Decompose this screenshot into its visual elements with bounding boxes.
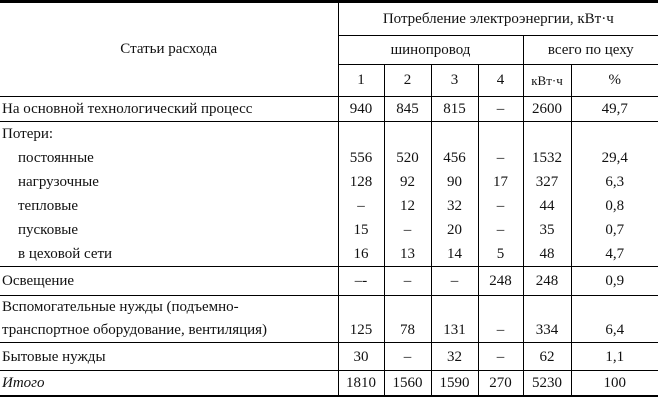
cell: 13 — [384, 242, 431, 267]
header-busbar-3: 3 — [431, 65, 478, 97]
cell: –- — [338, 267, 384, 296]
cell: 35 — [523, 218, 571, 242]
cell: 1532 — [523, 146, 571, 170]
cell: – — [338, 194, 384, 218]
cell — [523, 122, 571, 147]
header-percent: % — [571, 65, 658, 97]
cell: 1,1 — [571, 343, 658, 371]
cell — [338, 122, 384, 147]
cell — [478, 122, 523, 147]
cell: – — [478, 319, 523, 343]
cell: 2600 — [523, 97, 571, 122]
cell: 29,4 — [571, 146, 658, 170]
row-label: нагрузочные — [18, 174, 99, 190]
row-label-cont: транспортное оборудование, вентиляция) — [2, 322, 268, 338]
cell: 20 — [431, 218, 478, 242]
cell: 17 — [478, 170, 523, 194]
table-row — [0, 146, 658, 170]
row-label: в цеховой сети — [18, 246, 113, 262]
cell: 940 — [338, 97, 384, 122]
cell: 1810 — [338, 371, 384, 397]
row-label: На основной технологический процесс — [0, 97, 338, 122]
header-consumption: Потребление электроэнергии, кВт·ч — [338, 3, 658, 36]
cell: – — [478, 218, 523, 242]
row-label: Потери: — [0, 122, 338, 147]
cell: 4,7 — [571, 242, 658, 267]
header-busbar-1: 1 — [338, 65, 384, 97]
table-row — [0, 194, 658, 218]
cell: 100 — [571, 371, 658, 397]
table-row — [0, 218, 658, 242]
cell: 44 — [523, 194, 571, 218]
cell: – — [478, 146, 523, 170]
cell: 327 — [523, 170, 571, 194]
row-label: Освещение — [0, 267, 338, 296]
cell: 0,8 — [571, 194, 658, 218]
row-label: Вспомогательные нужды (подъемно- — [0, 296, 338, 320]
header-busbar: шинопровод — [338, 36, 523, 65]
cell: 16 — [338, 242, 384, 267]
cell: 49,7 — [571, 97, 658, 122]
header-busbar-2: 2 — [384, 65, 431, 97]
cell: 456 — [431, 146, 478, 170]
cell: 5230 — [523, 371, 571, 397]
cell: 32 — [431, 194, 478, 218]
row-label: пусковые — [18, 222, 79, 238]
header-total-shop: всего по цеху — [523, 36, 658, 65]
cell: 14 — [431, 242, 478, 267]
row-label: Бытовые нужды — [0, 343, 338, 371]
cell: 131 — [431, 319, 478, 343]
cell: 30 — [338, 343, 384, 371]
cell: 6,3 — [571, 170, 658, 194]
cell: 248 — [523, 267, 571, 296]
cell: 556 — [338, 146, 384, 170]
cell: 248 — [478, 267, 523, 296]
header-kwh: кВт·ч — [523, 65, 571, 97]
cell: 78 — [384, 319, 431, 343]
cell: 12 — [384, 194, 431, 218]
cell: – — [384, 343, 431, 371]
table-row — [0, 319, 658, 343]
cell: 1560 — [384, 371, 431, 397]
row-label: постоянные — [18, 150, 94, 166]
cell — [431, 296, 478, 320]
table-body — [0, 97, 658, 397]
cell: 5 — [478, 242, 523, 267]
cell: 815 — [431, 97, 478, 122]
cell — [478, 296, 523, 320]
energy-consumption-table — [0, 2, 658, 397]
cell: – — [384, 218, 431, 242]
cell: – — [384, 267, 431, 296]
cell: 0,9 — [571, 267, 658, 296]
cell: 520 — [384, 146, 431, 170]
table-row — [0, 97, 658, 122]
cell: 90 — [431, 170, 478, 194]
cell — [384, 296, 431, 320]
table-row — [0, 296, 658, 320]
cell: – — [478, 97, 523, 122]
cell: 0,7 — [571, 218, 658, 242]
table-row — [0, 122, 658, 147]
row-label-total: Итого — [0, 371, 338, 397]
cell: 270 — [478, 371, 523, 397]
cell: – — [478, 194, 523, 218]
cell: 1590 — [431, 371, 478, 397]
table-row — [0, 242, 658, 267]
cell — [523, 296, 571, 320]
table-row — [0, 343, 658, 371]
table-row — [0, 170, 658, 194]
row-label: тепловые — [18, 198, 79, 214]
table-row — [0, 267, 658, 296]
cell: 48 — [523, 242, 571, 267]
cell: 6,4 — [571, 319, 658, 343]
cell: 128 — [338, 170, 384, 194]
cell — [384, 122, 431, 147]
header-busbar-4: 4 — [478, 65, 523, 97]
cell — [338, 296, 384, 320]
cell: 845 — [384, 97, 431, 122]
header-expense-items: Статьи расхода — [0, 3, 338, 97]
cell — [431, 122, 478, 147]
cell: 92 — [384, 170, 431, 194]
cell: – — [478, 343, 523, 371]
cell: 62 — [523, 343, 571, 371]
cell: 334 — [523, 319, 571, 343]
table-row-total — [0, 371, 658, 397]
cell: 125 — [338, 319, 384, 343]
cell — [571, 296, 658, 320]
cell — [571, 122, 658, 147]
cell: – — [431, 267, 478, 296]
cell: 32 — [431, 343, 478, 371]
cell: 15 — [338, 218, 384, 242]
